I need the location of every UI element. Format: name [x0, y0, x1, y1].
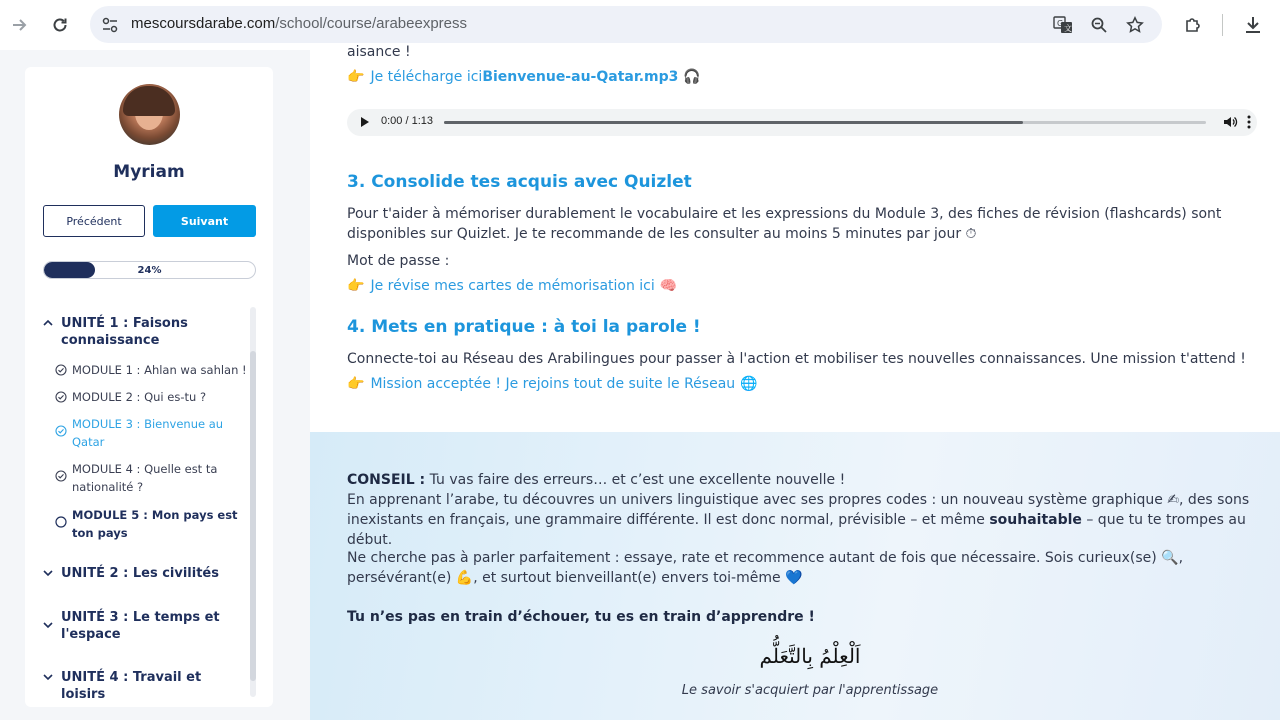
section-4-text: Connecte-toi au Réseau des Arabilingues pour passer à l'action et mobiliser tes nouvelles connaissances. Une mission t'attend !: [347, 351, 1246, 367]
lesson-content: [310, 44, 1280, 720]
network-link[interactable]: [347, 376, 758, 392]
site-info-icon[interactable]: [100, 15, 120, 35]
svg-text:G: G: [1057, 19, 1064, 28]
module-4-item[interactable]: [55, 460, 250, 496]
svg-text:文: 文: [1064, 24, 1072, 33]
partial-text: aisance !: [347, 44, 411, 60]
progress-bar: [43, 261, 256, 279]
check-circle-icon: [55, 470, 67, 482]
tip-closing-text: Tu n’es pas en train d’échouer, tu es en train d’apprendre !: [347, 609, 815, 625]
bookmark-star-icon[interactable]: [1124, 14, 1146, 36]
tip-line-2a: En apprenant l’arabe, tu découvres un univers linguistique avec ses propres codes : un nouveau système graphique: [347, 492, 1168, 508]
arabic-proverb: اَلْعِلْمُ بِالتَّعَلُّم: [759, 644, 861, 668]
password-label: Mot de passe :: [347, 253, 450, 269]
tip-box: [310, 432, 1280, 720]
proverb-translation: Le savoir s'acquiert par l'apprentissage: [681, 683, 939, 698]
course-sidebar: [25, 67, 273, 707]
pointing-hand-icon: 👉: [347, 278, 365, 294]
quizlet-link[interactable]: [347, 278, 677, 294]
url-path: /school/course/arabeexpress: [275, 15, 468, 32]
forward-icon[interactable]: [6, 12, 32, 38]
audio-seek-bar[interactable]: [444, 121, 1206, 124]
user-name: Myriam: [113, 162, 185, 182]
progress-label: 24%: [137, 264, 162, 276]
download-mp3-link[interactable]: [347, 69, 701, 85]
tip-label: CONSEIL :: [347, 472, 426, 488]
volume-icon[interactable]: [1222, 114, 1238, 130]
unit-4-header[interactable]: [37, 669, 247, 703]
brain-icon: 🧠: [659, 278, 678, 294]
unit-2-header[interactable]: [37, 565, 247, 582]
more-options-icon[interactable]: [1246, 114, 1252, 130]
chevron-down-icon: [43, 673, 57, 703]
module-label: MODULE 2 : Qui es-tu ?: [72, 390, 207, 404]
zoom-icon[interactable]: [1088, 14, 1110, 36]
headphones-icon: 🎧: [683, 69, 701, 85]
tip-closing: [347, 607, 1267, 627]
toolbar-divider: [1222, 14, 1223, 36]
unit-title: UNITÉ 3 : Le temps et l'espace: [61, 610, 220, 642]
tip-line-1: Tu vas faire des erreurs… et c’est une excellente nouvelle !: [425, 472, 846, 488]
download-link-prefix: Je télécharge ici: [370, 69, 483, 85]
outline-scrollbar[interactable]: [250, 307, 256, 697]
quizlet-link-text: Je révise mes cartes de mémorisation ici: [370, 278, 655, 294]
unit-3-header[interactable]: [37, 609, 247, 643]
unit-title: UNITÉ 1 : Faisons connaissance: [61, 316, 188, 348]
tip-advice: [347, 548, 1267, 588]
download-link-file: Bienvenue-au-Qatar.mp3: [482, 69, 679, 85]
section-3-text: Pour t'aider à mémoriser durablement le vocabulaire et les expressions du Module 3, des fiches de révision (flashcards) sont disponibles sur Quizlet. Je te recommande de les consulter au moins 5 minutes par jour ⏱: [347, 206, 1222, 242]
address-bar[interactable]: [90, 6, 1162, 43]
reload-icon[interactable]: [47, 12, 73, 38]
tip-line-3c: , et surtout bienveillant(e) envers toi-même: [473, 570, 786, 586]
module-label: MODULE 1 : Ahlan wa sahlan !: [72, 363, 247, 377]
previous-button[interactable]: Précédent: [43, 205, 145, 237]
section-4-heading: 4. Mets en pratique : à toi la parole !: [347, 317, 701, 337]
url-domain: mescoursdarabe.com: [131, 15, 276, 32]
url-text[interactable]: [131, 15, 467, 32]
course-outline: [37, 307, 259, 702]
avatar: [119, 84, 180, 145]
tip-intro: [347, 470, 1267, 550]
tip-line-2-bold: souhaitable: [989, 512, 1082, 528]
tip-line-2b: , des sons inexistants en français, une grammaire différente. Il est donc normal, prévisible – et même: [347, 492, 1250, 528]
unit-title: UNITÉ 4 : Travail et loisirs: [61, 670, 202, 702]
tip-line-2c: – que tu te trompes au début.: [347, 512, 1246, 548]
audio-player[interactable]: [347, 109, 1257, 136]
empty-circle-icon: [55, 516, 67, 528]
audio-time: 0:00 / 1:13: [381, 115, 433, 127]
download-icon[interactable]: [1240, 12, 1266, 38]
check-circle-icon: [55, 425, 67, 437]
globe-icon: 🌐: [740, 376, 758, 392]
unit-1-header[interactable]: [37, 315, 247, 349]
pointing-hand-icon: 👉: [347, 376, 365, 392]
module-label: MODULE 5 : Mon pays est ton pays: [72, 508, 238, 540]
module-3-item[interactable]: [55, 415, 250, 451]
tip-line-3a: Ne cherche pas à parler parfaitement : essaye, rate et recommence autant de fois que nécessaire. Sois curieux(se): [347, 550, 1162, 566]
chevron-down-icon: [43, 569, 57, 582]
module-1-item[interactable]: [55, 361, 250, 379]
module-2-item[interactable]: [55, 388, 250, 406]
chevron-down-icon: [43, 621, 57, 643]
check-circle-icon: [55, 364, 67, 376]
extensions-icon[interactable]: [1180, 12, 1206, 38]
next-button[interactable]: Suivant: [153, 205, 256, 237]
check-circle-icon: [55, 391, 67, 403]
module-label: MODULE 4 : Quelle est ta nationalité ?: [72, 462, 218, 494]
muscle-icon: 💪: [455, 570, 474, 586]
module-5-item[interactable]: [55, 506, 250, 542]
chevron-up-icon: [43, 319, 57, 349]
magnifier-icon: 🔍: [1161, 550, 1179, 566]
outline-scroll-thumb[interactable]: [250, 351, 256, 681]
audio-seek-fill: [444, 121, 1023, 124]
browser-toolbar: [0, 0, 1280, 50]
translate-icon[interactable]: [1052, 14, 1074, 36]
tip-line-3b: , persévérant(e): [347, 550, 1184, 586]
module-label: MODULE 3 : Bienvenue au Qatar: [72, 417, 224, 449]
blue-heart-icon: 💙: [785, 570, 803, 586]
unit-title: UNITÉ 2 : Les civilités: [61, 566, 219, 581]
play-icon[interactable]: [361, 117, 369, 127]
section-3-heading: 3. Consolide tes acquis avec Quizlet: [347, 172, 692, 192]
writing-hand-icon: ✍: [1167, 492, 1180, 508]
pointing-hand-icon: 👉: [347, 69, 365, 85]
network-link-text: Mission acceptée ! Je rejoins tout de suite le Réseau: [370, 376, 736, 392]
